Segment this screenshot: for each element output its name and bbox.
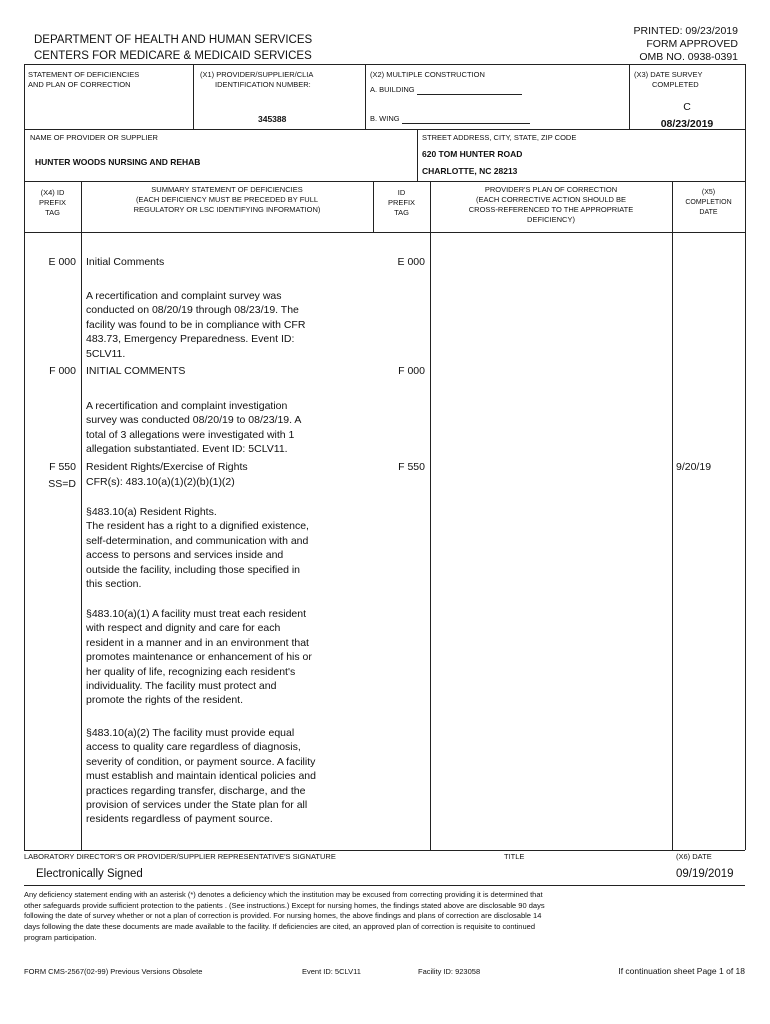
title-label: TITLE [504,852,525,861]
address-label: STREET ADDRESS, CITY, STATE, ZIP CODE [422,133,577,142]
signature-value: Electronically Signed [36,868,143,880]
wing-label: B. WING [370,114,400,123]
f550-cfr: CFR(s): 483.10(a)(1)(2)(b)(1)(2) [86,476,235,488]
street-address: 620 TOM HUNTER ROAD [422,149,523,159]
f550-title: Resident Rights/Exercise of Rights [86,461,248,473]
signature-date: 09/19/2019 [676,868,734,880]
id-f550: F 550 [398,461,425,473]
f000-body: A recertification and complaint investigation survey was conducted 08/20/19 to 08/23/19. A total of 3 allegations were investigated with 1 allegation substantiated. Event ID: 5CLV11. [86,400,302,456]
date-label: (X6) DATE [676,852,712,861]
e000-body: A recertification and complaint survey was conducted on 08/20/19 through 08/23/19. The facility was found to be in compliance with CFR 483.73, Emergency Preparedness. Event ID: 5CLV11. [86,290,306,360]
x1-label-1: (X1) PROVIDER/SUPPLIER/CLIA [200,70,314,79]
e000-title: Initial Comments [86,256,165,268]
tag-e000: E 000 [48,256,76,268]
tag-f550: F 550 [49,461,76,473]
form-number: FORM CMS-2567(02-99) Previous Versions Obsolete [24,967,203,976]
f000-title: INITIAL COMMENTS [86,365,186,377]
f550-paragraph-2: §483.10(a)(1) A facility must treat each resident with respect and dignity and care for each resident in a manner and in an environment that promotes maintenance or enhancement of his or her quality of life, recognizing each resident's individuality. The facility must protect and promote the rights of the resident. [86,608,312,707]
wing-field [370,114,530,124]
page-indicator: If continuation sheet Page 1 of 18 [618,966,745,976]
scope-severity: SS=D [48,478,76,490]
x2-label: (X2) MULTIPLE CONSTRUCTION [370,70,485,79]
provider-name: HUNTER WOODS NURSING AND REHAB [35,157,201,167]
signature-label: LABORATORY DIRECTOR'S OR PROVIDER/SUPPLIER REPRESENTATIVE'S SIGNATURE [24,852,336,861]
survey-date: 08/23/2019 [660,118,714,130]
x1-label-2: IDENTIFICATION NUMBER: [215,80,311,89]
department-name: DEPARTMENT OF HEALTH AND HUMAN SERVICES [34,34,313,46]
provider-number: 345388 [258,114,287,124]
f550-paragraph-3: §483.10(a)(2) The facility must provide equal access to quality care regardless of diagnosis, severity of condition, or payment source. A facility must establish and maintain identical policies and practices regarding transfer, discharge, and the provision of services under the State plan for all residents regardless of payment source. [86,727,316,826]
building-field [370,85,522,95]
plan-header: PROVIDER'S PLAN OF CORRECTION (EACH CORRECTIVE ACTION SHOULD BE CROSS-REFERENCED TO THE APPROPRIATE DEFICIENCY) [468,185,634,224]
building-label: A. BUILDING [370,85,415,94]
tag-f000: F 000 [49,365,76,377]
omb-number: OMB NO. 0938-0391 [639,51,738,63]
printed-date: PRINTED: 09/23/2019 [633,25,738,37]
form-approved: FORM APPROVED [646,38,738,50]
building-underline [417,87,522,95]
wing-underline [402,116,530,124]
x5-header: (X5) COMPLETION DATE [685,189,732,216]
footer-facility-id: Facility ID: 923058 [418,967,481,976]
summary-header: SUMMARY STATEMENT OF DEFICIENCIES (EACH DEFICIENCY MUST BE PRECEDED BY FULL REGULATORY OR LSC IDENTIFYING INFORMATION) [133,185,321,214]
id-header: ID PREFIX TAG [387,188,416,217]
disclaimer-text: Any deficiency statement ending with an asterisk (*) denotes a deficiency which the institution may be excused from correcting providing it is determined that other safeguards provide sufficient protection to the patients . (See instructions.) Except for nursing homes, the findings stated above are disclosable 90 days following the date of survey whether or not a plan of correction is provided. For nursing homes, the above findings and plans of correction are disclosable 14 days following the date these documents are made available to the facility. If deficiencies are cited, an approved plan of correction is requisite to continued program participation. [24,890,545,942]
id-e000: E 000 [397,256,425,268]
x3-label-2: COMPLETED [652,80,699,89]
survey-code: C [683,101,691,113]
f550-completion-date: 9/20/19 [676,461,712,473]
x3-label-1: (X3) DATE SURVEY [634,70,703,79]
agency-name: CENTERS FOR MEDICARE & MEDICAID SERVICES [34,50,312,62]
footer-event-id: Event ID: 5CLV11 [302,967,361,976]
statement-label-1: STATEMENT OF DEFICIENCIES [28,70,140,79]
x4-header: (X4) ID PREFIX TAG [38,188,67,217]
city-state-zip: CHARLOTTE, NC 28213 [422,166,518,176]
provider-name-label: NAME OF PROVIDER OR SUPPLIER [30,133,158,142]
f550-paragraph-1: §483.10(a) Resident Rights. The resident has a right to a dignified existence, self-determination, and communication with and access to persons and services inside and outside the facility, including those specified in this section. [86,506,309,591]
id-f000: F 000 [398,365,425,377]
statement-label-2: AND PLAN OF CORRECTION [28,80,131,89]
